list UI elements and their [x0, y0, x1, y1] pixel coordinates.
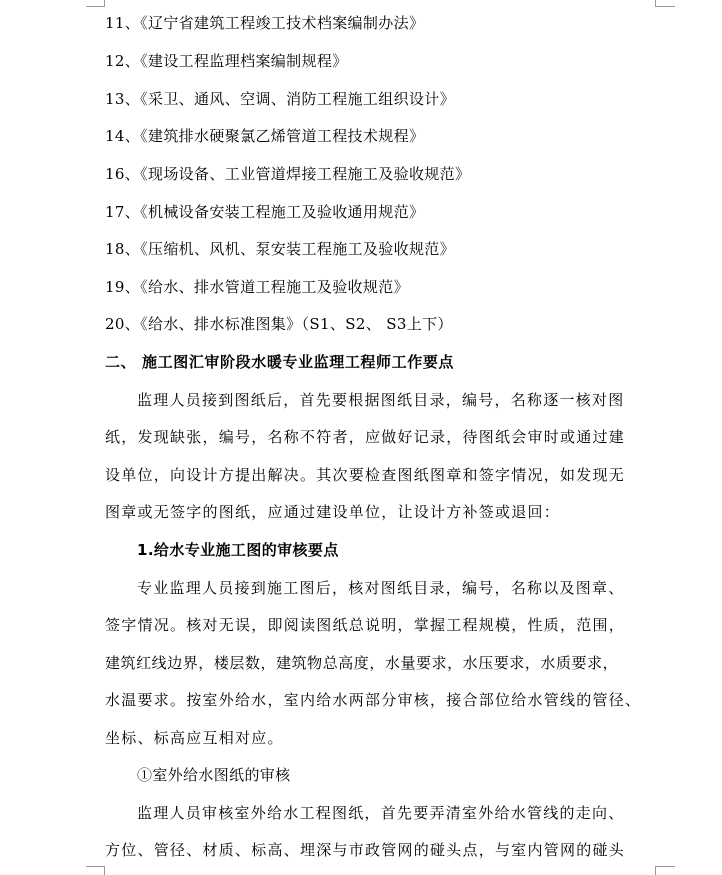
list-item: 20、《给水、排水标准图集》（S1、S2、 S3上下） [105, 315, 453, 333]
paragraph-line: 设单位，向设计方提出解决。其次要检查图纸图章和签字情况，如发现无 [105, 466, 626, 484]
crop-mark [655, 866, 675, 867]
crop-mark [86, 866, 104, 867]
paragraph-line: 签字情况。核对无误，即阅读图纸总说明，掌握工程规模，性质，范围， [105, 616, 626, 634]
paragraph-line: 方位、管径、材质、标高、埋深与市政管网的碰头点，与室内管网的碰头 [105, 841, 626, 859]
section-heading: 二、 施工图汇审阶段水暖专业监理工程师工作要点 [105, 353, 455, 371]
list-item: 14、《建筑排水硬聚氯乙烯管道工程技术规程》 [105, 127, 425, 145]
list-item: 18、《压缩机、风机、泵安装工程施工及验收规范》 [105, 240, 455, 258]
paragraph-line: 纸，发现缺张，编号，名称不符者，应做好记录，待图纸会审时或通过建 [105, 428, 626, 446]
crop-mark [655, 0, 656, 7]
paragraph-line: 监理人员接到图纸后，首先要根据图纸目录，编号，名称逐一核对图 [137, 391, 625, 409]
paragraph-line: 监理人员审核室外给水工程图纸，首先要弄清室外给水管线的走向、 [137, 804, 625, 822]
paragraph-line: 建筑红线边界，楼层数，建筑物总高度，水量要求，水压要求，水质要求， [105, 654, 619, 672]
crop-mark [86, 6, 104, 7]
crop-mark [104, 0, 105, 7]
list-item: 19、《给水、排水管道工程施工及验收规范》 [105, 278, 409, 296]
list-item: 13、《采卫、通风、空调、消防工程施工组织设计》 [105, 90, 455, 108]
list-item: 12、《建设工程监理档案编制规程》 [105, 52, 348, 70]
crop-mark [104, 866, 105, 875]
paragraph-line: 坐标、标高应互相对应。 [105, 729, 284, 747]
list-item: 16、《现场设备、工业管道焊接工程施工及验收规范》 [105, 165, 471, 183]
list-item: 11、《辽宁省建筑工程竣工技术档案编制办法》 [105, 14, 425, 32]
list-item: 17、《机械设备安装工程施工及验收通用规范》 [105, 203, 425, 221]
paragraph-line: 专业监理人员接到施工图后，核对图纸目录，编号，名称以及图章、 [137, 579, 625, 597]
paragraph-line: 水温要求。按室外给水，室内给水两部分审核，接合部位给水管线的管径、 [105, 691, 642, 709]
crop-mark [655, 866, 656, 875]
subsection-heading: 1.给水专业施工图的审核要点 [137, 541, 339, 559]
paragraph-line: 图章或无签字的图纸，应通过建设单位，让设计方补签或退回： [105, 503, 561, 521]
crop-mark [655, 6, 675, 7]
subsection-heading: ①室外给水图纸的审核 [137, 766, 291, 784]
